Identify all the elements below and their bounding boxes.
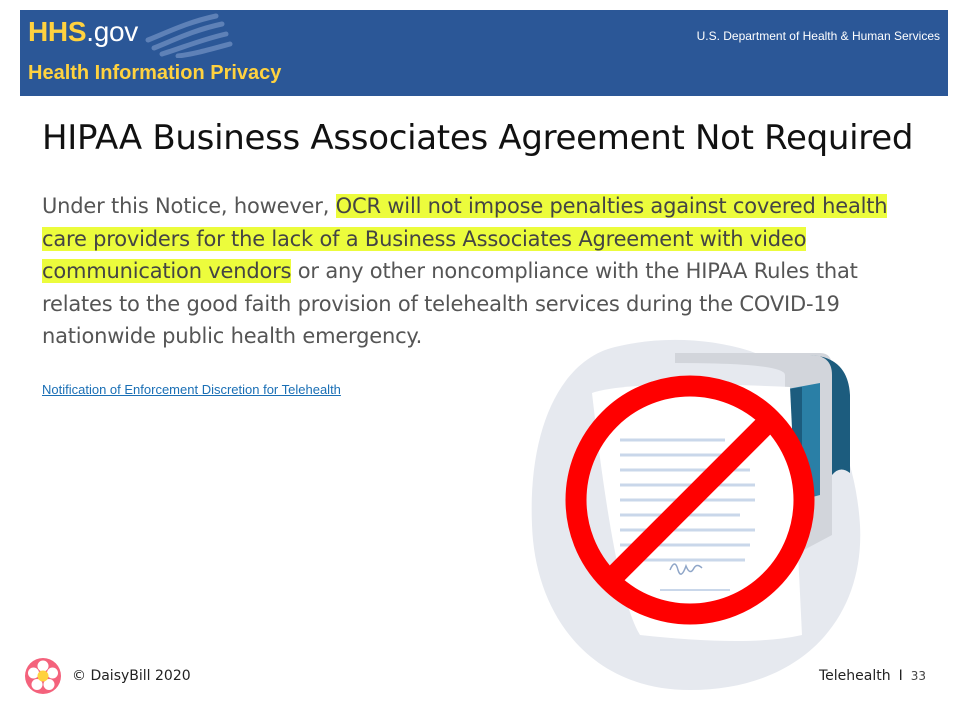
body-text-rest: or any other noncompliance with the HIPAA Rules that relates to the good faith provision of telehealth services during the COVID-19 nationwide public health emergency. [42,259,858,348]
daisybill-logo-icon [24,657,62,695]
body-text-intro: Under this Notice, however, [42,194,336,218]
body-text-highlight: OCR will not impose penalties against covered health care providers for the lack of a Business Associates Agreement with video communication vendors [42,194,888,283]
body-text [42,190,922,353]
telehealth-notice-link[interactable]: Notification of Enforcement Discretion for Telehealth [42,382,341,397]
hhs-logo[interactable] [28,16,138,48]
section-name: Health Information Privacy [28,62,282,84]
page-number: 33 [910,669,926,683]
department-name: U.S. Department of Health & Human Services [696,29,940,43]
slide-title: HIPAA Business Associates Agreement Not Required [42,118,914,158]
footer-brand [24,656,191,696]
hhs-logo-main: HHS [28,16,87,47]
footer-section [819,668,926,684]
copyright-text: © DaisyBill 2020 [72,668,191,684]
footer-section-label: Telehealth [818,668,891,684]
hhs-eagle-icon [138,10,248,58]
footer-separator: I [898,668,903,684]
hhs-banner [20,10,948,96]
no-agreement-illustration [520,335,870,700]
hhs-logo-suffix: .gov [86,16,138,47]
